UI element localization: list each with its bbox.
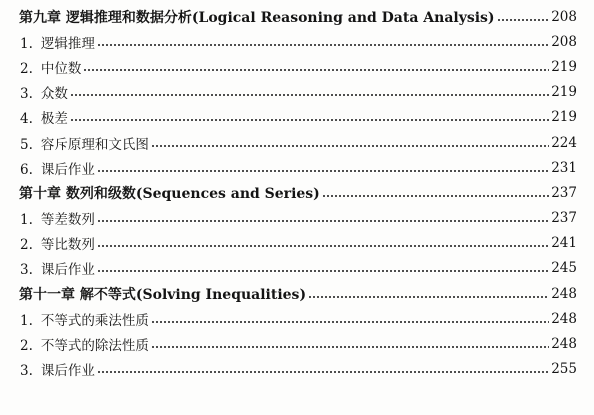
- section-label: 中位数: [40, 60, 82, 77]
- section-number: 1.: [20, 312, 33, 329]
- section-number: 2.: [20, 60, 33, 77]
- page-number: 248: [551, 310, 577, 327]
- toc-section: [0, 155, 594, 180]
- section-title: [20, 233, 95, 253]
- dot-leader: [322, 195, 549, 197]
- page-number: 219: [551, 58, 577, 75]
- dot-leader: [97, 371, 549, 373]
- section-title: [20, 208, 95, 228]
- section-title: [20, 57, 81, 77]
- section-label: 众数: [40, 86, 68, 103]
- section-number: 2.: [20, 237, 33, 254]
- section-number: 3.: [20, 262, 33, 279]
- toc-section: [0, 130, 594, 155]
- toc-chapter-11: [0, 281, 594, 306]
- section-label: 极差: [40, 111, 68, 128]
- toc-section: [0, 357, 594, 382]
- section-number: 1.: [20, 212, 33, 229]
- section-title: [20, 107, 68, 127]
- section-title: [20, 158, 95, 178]
- toc-section: [0, 54, 594, 79]
- section-number: 6.: [20, 161, 33, 178]
- table-of-contents: [0, 4, 594, 382]
- section-label: 课后作业: [40, 161, 95, 178]
- section-label: 等比数列: [40, 237, 95, 254]
- section-number: 3.: [20, 86, 33, 103]
- toc-chapter-10: [0, 180, 594, 205]
- page-number: 241: [551, 235, 577, 252]
- chapter-title: 第九章 逻辑推理和数据分析(Logical Reasoning and Data Analysis): [19, 9, 495, 26]
- dot-leader: [97, 245, 549, 247]
- dot-leader: [151, 346, 549, 348]
- section-label: 等差数列: [40, 212, 95, 229]
- dot-leader: [97, 170, 549, 172]
- page-number: 245: [551, 260, 577, 277]
- toc-section: [0, 80, 594, 105]
- toc-section: [0, 231, 594, 256]
- section-number: 4.: [20, 111, 33, 128]
- toc-section: [0, 29, 594, 54]
- dot-leader: [70, 119, 549, 121]
- section-title: [20, 32, 95, 52]
- chapter-title: 第十一章 解不等式(Solving Inequalities): [19, 286, 307, 303]
- section-title: [20, 258, 95, 278]
- section-label: 课后作业: [40, 363, 95, 380]
- section-label: 不等式的乘法性质: [40, 312, 149, 329]
- chapter-title: 第十章 数列和级数(Sequences and Series): [19, 185, 320, 202]
- toc-section: [0, 306, 594, 331]
- toc-section: [0, 206, 594, 231]
- dot-leader: [97, 220, 549, 222]
- page-number: 219: [551, 84, 577, 101]
- section-title: [20, 334, 149, 354]
- section-label: 不等式的除法性质: [40, 338, 149, 355]
- page-number: 224: [551, 134, 577, 151]
- section-title: [20, 133, 149, 153]
- page-number: 248: [551, 285, 577, 302]
- section-title: [20, 309, 149, 329]
- page-number: 231: [551, 159, 577, 176]
- section-label: 课后作业: [40, 262, 95, 279]
- section-number: 2.: [20, 338, 33, 355]
- page-number: 237: [551, 210, 577, 227]
- dot-leader: [151, 321, 549, 323]
- dot-leader: [97, 270, 549, 272]
- page-number: 255: [551, 361, 577, 378]
- section-label: 容斥原理和文氏图: [40, 136, 149, 153]
- dot-leader: [497, 19, 550, 21]
- page-number: 208: [551, 8, 577, 25]
- toc-section: [0, 331, 594, 356]
- toc-section: [0, 256, 594, 281]
- dot-leader: [70, 94, 549, 96]
- toc-section: [0, 105, 594, 130]
- section-label: 逻辑推理: [40, 35, 95, 52]
- section-number: 1.: [20, 35, 33, 52]
- dot-leader: [97, 44, 549, 46]
- section-number: 5.: [20, 136, 33, 153]
- section-number: 3.: [20, 363, 33, 380]
- page-number: 208: [551, 33, 577, 50]
- toc-chapter-9: [0, 4, 594, 29]
- page-number: 219: [551, 109, 577, 126]
- dot-leader: [83, 69, 549, 71]
- section-title: [20, 82, 68, 102]
- dot-leader: [308, 296, 549, 298]
- section-title: [20, 359, 95, 379]
- page-number: 248: [551, 336, 577, 353]
- dot-leader: [151, 145, 549, 147]
- page-number: 237: [551, 184, 577, 201]
